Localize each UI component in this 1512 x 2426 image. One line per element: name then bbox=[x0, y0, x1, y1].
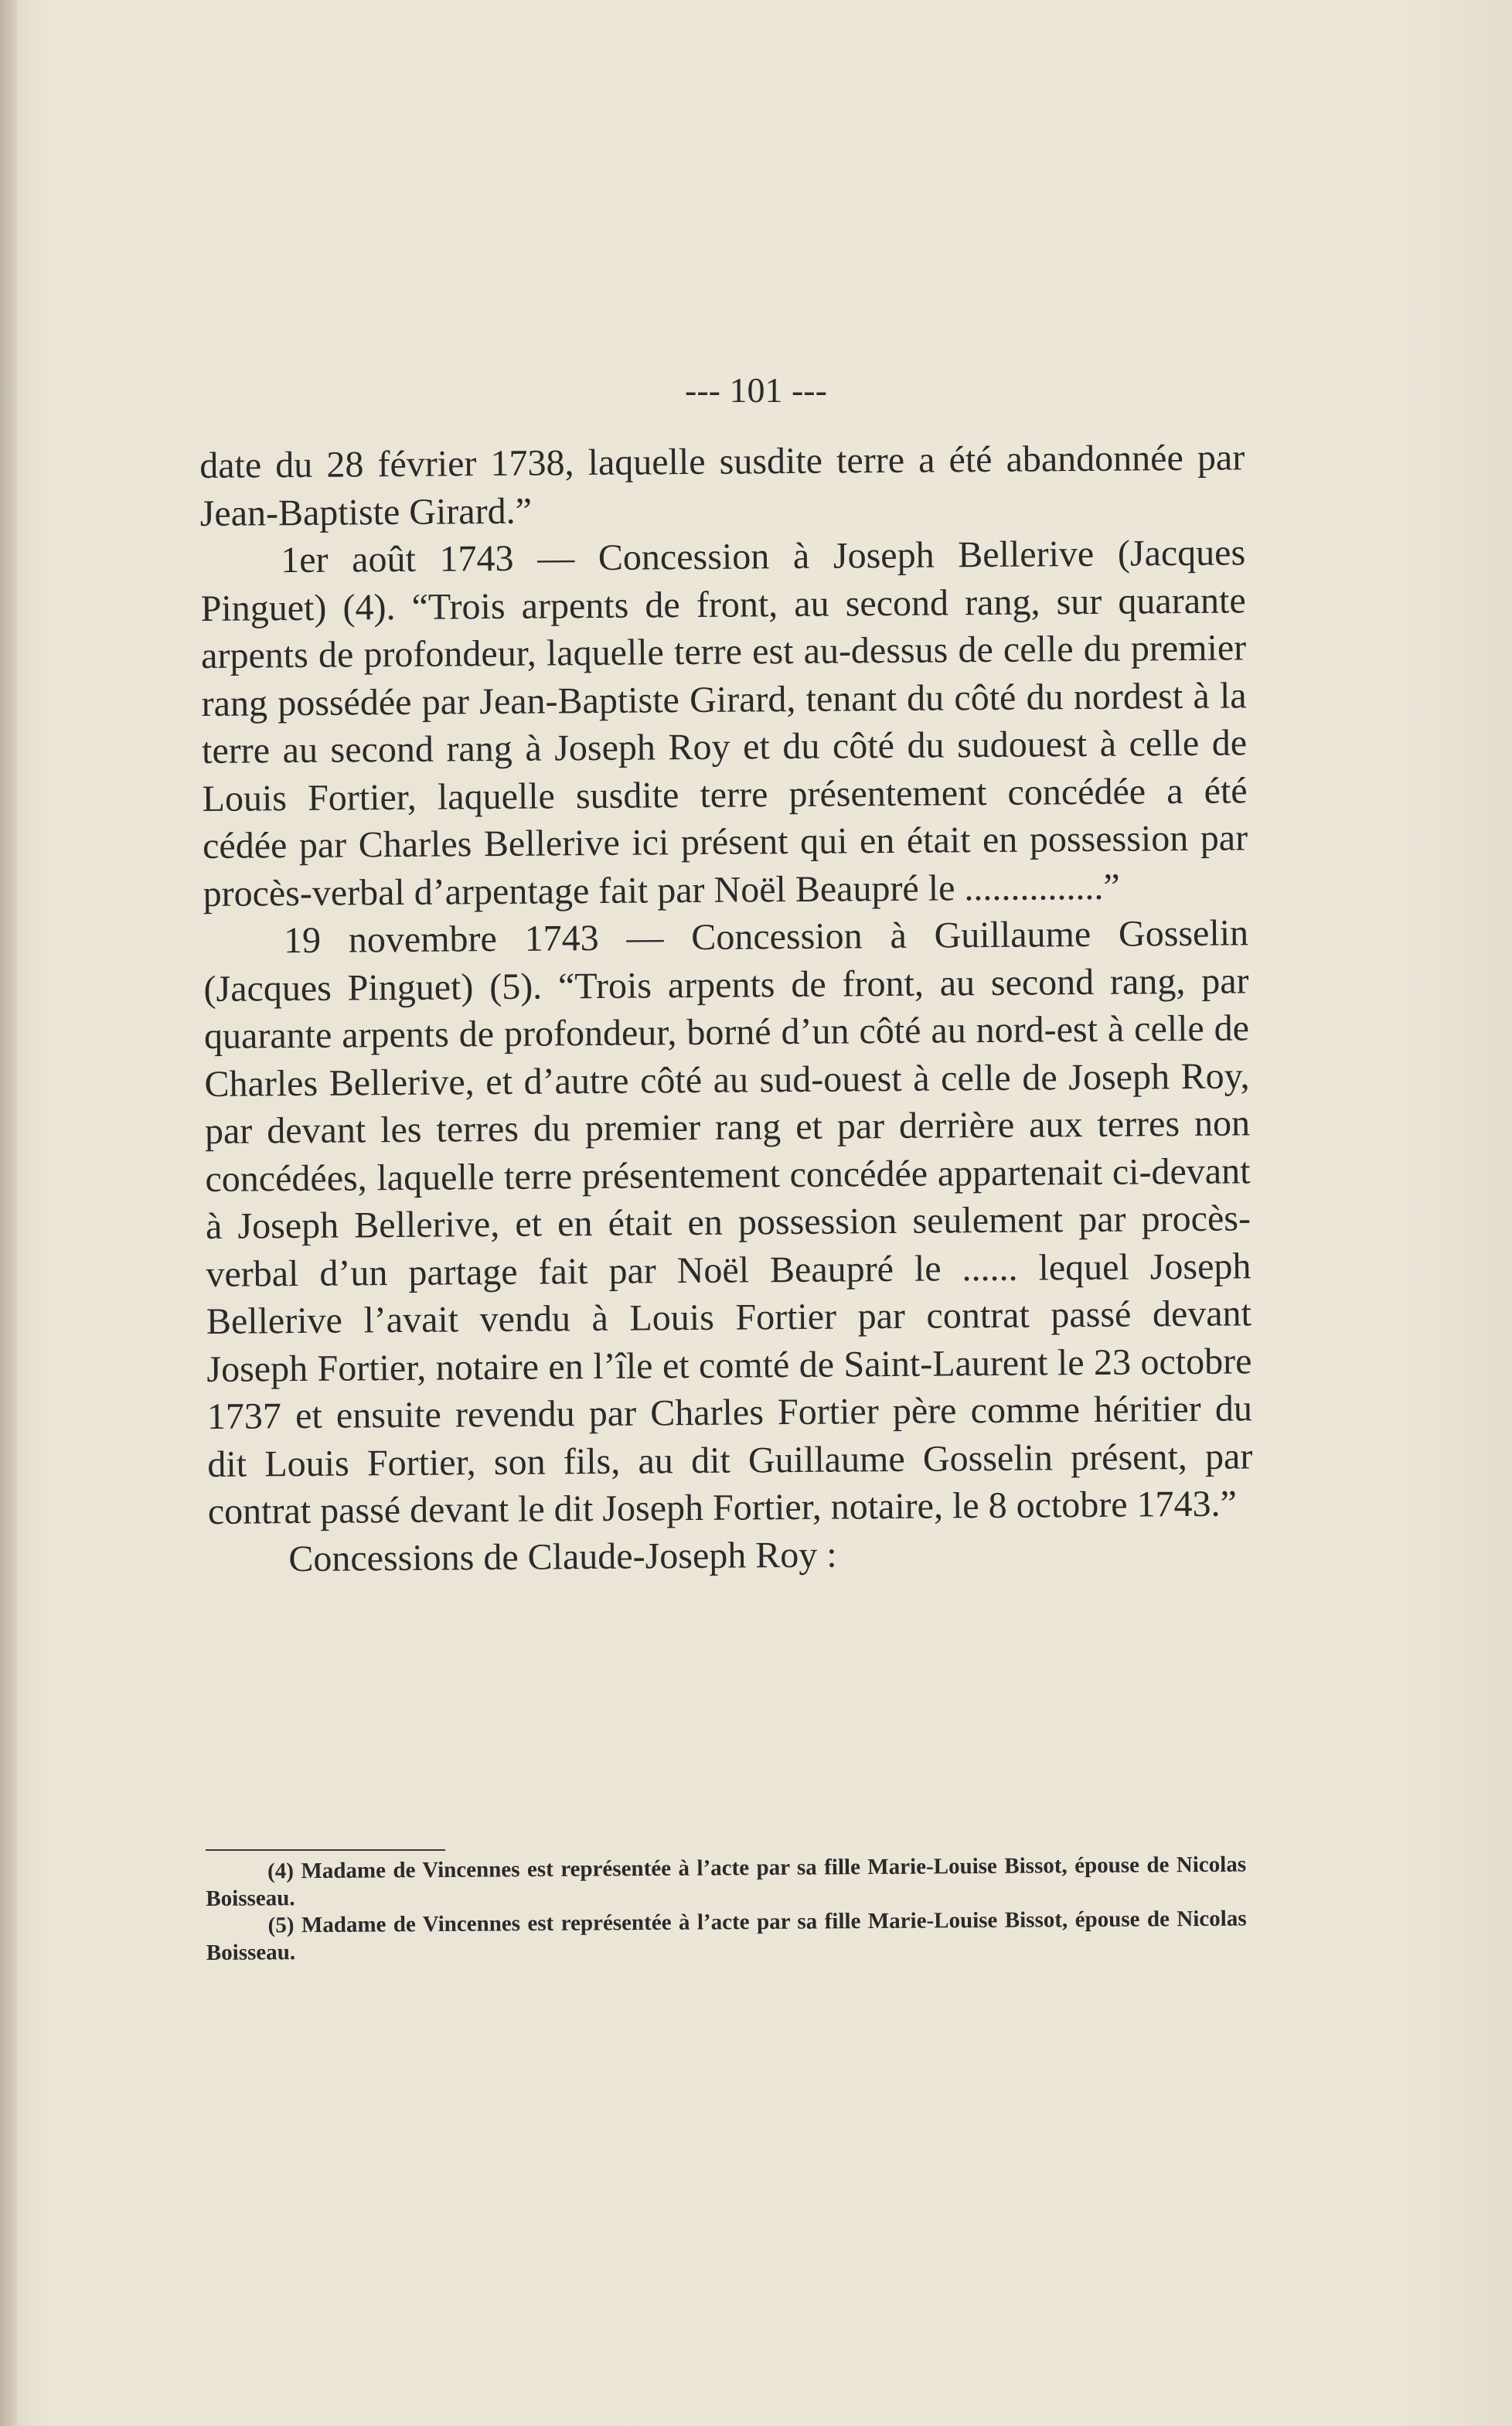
paragraph-continuation: date du 28 février 1738, laquelle susdite terre a été abandonnée par Jean-Baptiste Girard.” bbox=[199, 437, 1245, 534]
page-number: --- 101 --- bbox=[685, 370, 827, 410]
paragraph-concession-gosselin: 19 novembre 1743 — Concession à Guillaume Gosselin (Jacques Pinguet) (5). “Trois arpents de front, au second rang, par quarante arpents de profondeur, borné d’un côté au nord-est à celle de Charles Bellerive, et d’autre côté au sud-ouest à celle de Joseph Roy, par devant les terres du premier rang et par derrière aux terres non concédées, laquelle terre présentement concédée appartenait ci-devant à Joseph Bellerive, et en était en possession seulement par procès-verbal d’un partage fait par Noël Beaupré le ...... lequel Joseph Bellerive l’avait vendu à Louis Fortier par contrat passé devant Joseph Fortier, notaire en l’île et comté de Saint-Laurent le 23 octobre 1737 et ensuite revendu par Charles Fortier père comme héritier du dit Louis Fortier, son fils, au dit Guillaume Gosselin présent, par contrat passé devant le dit Joseph Fortier, notaire, le 8 octobre 1743.” bbox=[203, 912, 1253, 1532]
paragraph-concessions-roy-heading: Concessions de Claude-Joseph Roy : bbox=[288, 1534, 837, 1579]
body-text bbox=[199, 434, 1254, 1583]
footnote-5: (5) Madame de Vincennes est représentée à l’acte par sa fille Marie-Louise Bissot, épouse de Nicolas Boisseau. bbox=[206, 1906, 1247, 1965]
footnotes bbox=[206, 1852, 1247, 1967]
page-binding-edge bbox=[0, 0, 17, 2426]
footnote-4: (4) Madame de Vincennes est représentée à l’acte par sa fille Marie-Louise Bissot, épouse de Nicolas Boisseau. bbox=[206, 1852, 1247, 1911]
paragraph-concession-bellerive: 1er août 1743 — Concession à Joseph Bellerive (Jacques Pinguet) (4). “Trois arpents de front, au second rang, sur quarante arpents de profondeur, laquelle terre est au-dessus de celle du premier rang possédée par Jean-Baptiste Girard, tenant du côté du nordest à la terre au second rang à Joseph Roy et du côté du sudouest à celle de Louis Fortier, laquelle susdite terre présentement concédée a été cédée par Charles Bellerive ici présent qui en était en possession par procès-verbal d’arpentage fait par Noël Beaupré le ...............” bbox=[200, 532, 1248, 915]
footnote-divider bbox=[206, 1849, 445, 1851]
